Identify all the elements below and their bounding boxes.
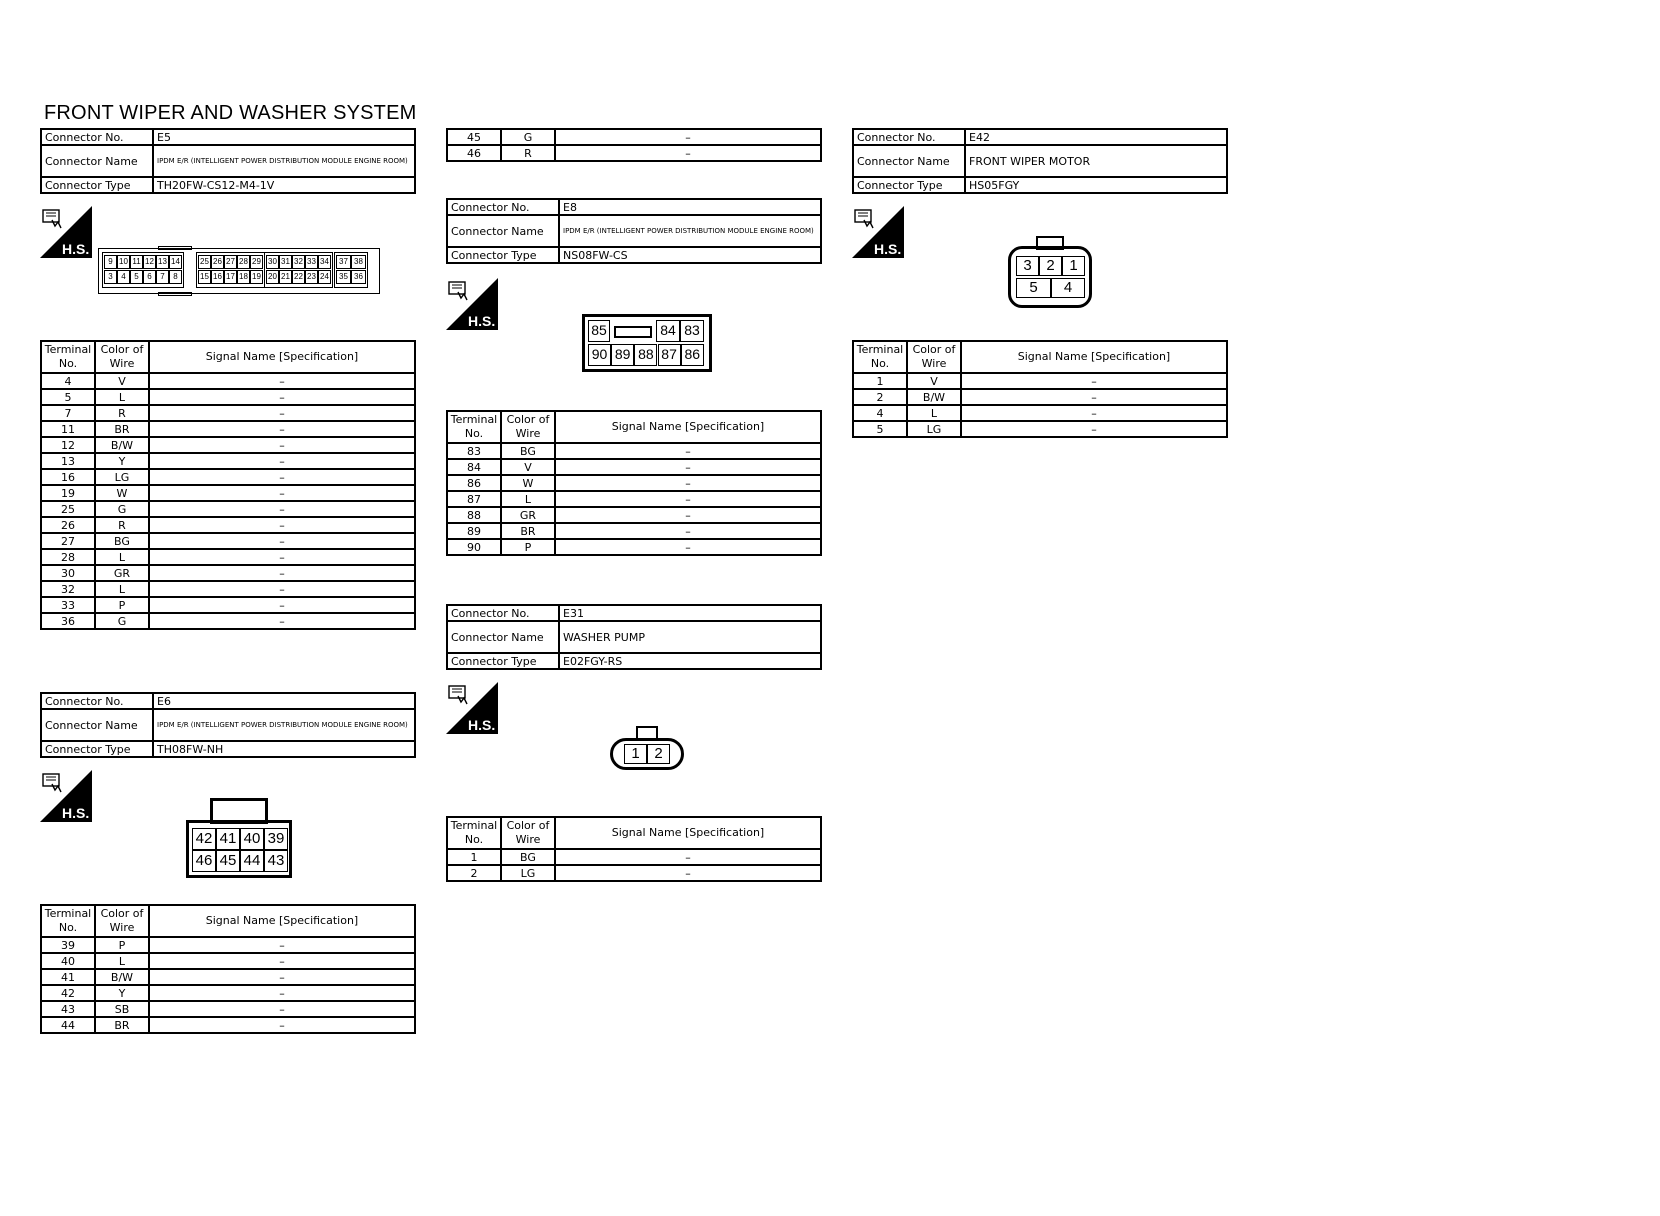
table-row <box>447 491 821 507</box>
signal-name: – <box>555 491 821 507</box>
connector-pin: 83 <box>680 320 704 342</box>
connector-pin: 2 <box>1039 256 1062 276</box>
signal-name: – <box>149 421 415 437</box>
wire-color: BR <box>95 421 149 437</box>
table-row <box>447 523 821 539</box>
signal-header: Signal Name [Specification] <box>149 905 415 937</box>
terminal-no: 41 <box>41 969 95 985</box>
color-header: Color of Wire <box>907 341 961 373</box>
terminal-no: 5 <box>41 389 95 405</box>
connector-type: TH08FW-NH <box>153 741 415 757</box>
connector-pin: 28 <box>237 255 250 269</box>
wire-color: BG <box>95 533 149 549</box>
label: Connector No. <box>447 605 559 621</box>
wire-color: G <box>95 501 149 517</box>
connector-pin: 3 <box>1016 256 1039 276</box>
signal-name: – <box>149 501 415 517</box>
connector-housing <box>614 326 652 338</box>
connector-pin: 22 <box>292 270 305 284</box>
signal-name: – <box>149 485 415 501</box>
terminal-no-header: Terminal No. <box>447 411 501 443</box>
wire-color: R <box>95 405 149 421</box>
wire-color: L <box>95 953 149 969</box>
connector-pin: 87 <box>658 344 681 366</box>
signal-name: – <box>149 389 415 405</box>
label: Connector Type <box>853 177 965 193</box>
connector-pin: 20 <box>266 270 279 284</box>
terminal-no: 83 <box>447 443 501 459</box>
signal-name: – <box>149 1001 415 1017</box>
signal-name: – <box>149 969 415 985</box>
connector-name: IPDM E/R (INTELLIGENT POWER DISTRIBUTION MODULE ENGINE ROOM) <box>153 709 415 741</box>
connector-pin: 36 <box>351 270 366 284</box>
table-row <box>853 421 1227 437</box>
terminal-no: 2 <box>853 389 907 405</box>
label: Connector Name <box>41 145 153 177</box>
color-header: Color of Wire <box>95 341 149 373</box>
terminal-no-header: Terminal No. <box>41 905 95 937</box>
e6-signal-table <box>40 904 416 1034</box>
connector-pin: 4 <box>117 270 130 284</box>
connector-pin: 44 <box>240 850 264 872</box>
table-row <box>447 459 821 475</box>
connector-housing <box>210 798 268 824</box>
connector-pin: 39 <box>264 828 288 850</box>
connector-no: E5 <box>153 129 415 145</box>
terminal-no: 36 <box>41 613 95 629</box>
terminal-no: 28 <box>41 549 95 565</box>
connector-pin: 7 <box>156 270 169 284</box>
terminal-no: 89 <box>447 523 501 539</box>
e42-connector-diagram <box>1008 236 1092 308</box>
table-row <box>447 539 821 555</box>
connector-pin: 38 <box>351 255 366 269</box>
svg-text:H.S.: H.S. <box>62 805 90 821</box>
wire-color: V <box>95 373 149 389</box>
connector-pin: 1 <box>1062 256 1085 276</box>
connector-pin: 3 <box>104 270 117 284</box>
terminal-no-header: Terminal No. <box>447 817 501 849</box>
table-row <box>41 437 415 453</box>
e31-connector-diagram <box>610 724 684 770</box>
connector-no: E42 <box>965 129 1227 145</box>
table-row <box>41 1017 415 1033</box>
label: Connector Name <box>853 145 965 177</box>
harness-side-icon <box>446 278 498 330</box>
terminal-no: 90 <box>447 539 501 555</box>
table-row <box>447 145 821 161</box>
table-row <box>853 389 1227 405</box>
signal-name: – <box>149 517 415 533</box>
connector-pin: 23 <box>305 270 318 284</box>
connector-housing <box>158 292 192 296</box>
page-title: FRONT WIPER AND WASHER SYSTEM <box>44 102 417 124</box>
connector-type: NS08FW-CS <box>559 247 821 263</box>
table-row <box>447 865 821 881</box>
wire-color: B/W <box>95 969 149 985</box>
signal-name: – <box>149 453 415 469</box>
connector-pin: 5 <box>1016 278 1051 298</box>
connector-pin: 12 <box>143 255 156 269</box>
wire-color: P <box>501 539 555 555</box>
signal-name: – <box>149 597 415 613</box>
signal-name: – <box>149 937 415 953</box>
terminal-no: 46 <box>447 145 501 161</box>
signal-name: – <box>555 523 821 539</box>
wire-color: L <box>95 549 149 565</box>
connector-no: E6 <box>153 693 415 709</box>
terminal-no: 45 <box>447 129 501 145</box>
signal-name: – <box>555 129 821 145</box>
connector-pin: 45 <box>216 850 240 872</box>
wire-color: SB <box>95 1001 149 1017</box>
connector-pin: 90 <box>588 344 611 366</box>
label: Connector Type <box>447 247 559 263</box>
connector-pin: 15 <box>198 270 211 284</box>
connector-type: HS05FGY <box>965 177 1227 193</box>
terminal-no: 16 <box>41 469 95 485</box>
terminal-no: 43 <box>41 1001 95 1017</box>
terminal-no: 5 <box>853 421 907 437</box>
connector-pin: 2 <box>647 744 670 764</box>
color-header: Color of Wire <box>501 817 555 849</box>
connector-pin: 13 <box>156 255 169 269</box>
connector-housing <box>636 726 658 740</box>
table-row <box>41 469 415 485</box>
e6-connector-info <box>40 692 416 758</box>
table-row <box>41 613 415 629</box>
connector-pin: 5 <box>130 270 143 284</box>
connector-no: E8 <box>559 199 821 215</box>
wire-color: P <box>95 597 149 613</box>
connector-pin: 35 <box>336 270 351 284</box>
table-row <box>447 475 821 491</box>
signal-name: – <box>149 613 415 629</box>
svg-text:H.S.: H.S. <box>62 241 90 257</box>
terminal-no: 32 <box>41 581 95 597</box>
signal-name: – <box>555 443 821 459</box>
signal-name: – <box>149 1017 415 1033</box>
wire-color: B/W <box>95 437 149 453</box>
wire-color: L <box>95 581 149 597</box>
svg-text:H.S.: H.S. <box>468 717 496 733</box>
connector-name: FRONT WIPER MOTOR <box>965 145 1227 177</box>
e42-signal-table <box>852 340 1228 438</box>
signal-name: – <box>149 953 415 969</box>
signal-name: – <box>555 849 821 865</box>
table-row <box>41 405 415 421</box>
e8-signal-table <box>446 410 822 556</box>
signal-name: – <box>149 373 415 389</box>
svg-text:H.S.: H.S. <box>468 313 496 329</box>
table-row <box>41 969 415 985</box>
table-row <box>41 985 415 1001</box>
terminal-no-header: Terminal No. <box>853 341 907 373</box>
connector-pin: 6 <box>143 270 156 284</box>
connector-pin: 85 <box>588 320 610 342</box>
e31-signal-table <box>446 816 822 882</box>
label: Connector No. <box>41 693 153 709</box>
harness-side-icon <box>40 206 92 258</box>
connector-pin: 34 <box>318 255 331 269</box>
wire-color: B/W <box>907 389 961 405</box>
wire-color: BR <box>501 523 555 539</box>
table-row <box>41 953 415 969</box>
e8-connector-info <box>446 198 822 264</box>
terminal-no: 27 <box>41 533 95 549</box>
signal-name: – <box>961 421 1227 437</box>
table-row <box>447 129 821 145</box>
e5-connector-diagram <box>98 246 380 296</box>
label: Connector No. <box>853 129 965 145</box>
signal-name: – <box>149 549 415 565</box>
connector-pin: 8 <box>169 270 182 284</box>
connector-housing <box>158 246 192 250</box>
wire-color: BR <box>95 1017 149 1033</box>
terminal-no: 42 <box>41 985 95 1001</box>
table-row <box>853 373 1227 389</box>
wire-color: V <box>907 373 961 389</box>
terminal-no: 12 <box>41 437 95 453</box>
svg-text:H.S.: H.S. <box>874 241 902 257</box>
connector-pin: 16 <box>211 270 224 284</box>
connector-pin: 1 <box>624 744 647 764</box>
table-row <box>41 937 415 953</box>
e42-connector-info <box>852 128 1228 194</box>
terminal-no: 19 <box>41 485 95 501</box>
wire-color: GR <box>501 507 555 523</box>
label: Connector No. <box>447 199 559 215</box>
terminal-no: 86 <box>447 475 501 491</box>
wire-color: R <box>95 517 149 533</box>
terminal-no: 7 <box>41 405 95 421</box>
signal-header: Signal Name [Specification] <box>149 341 415 373</box>
connector-pin: 31 <box>279 255 292 269</box>
table-row <box>41 549 415 565</box>
signal-name: – <box>555 459 821 475</box>
connector-pin: 41 <box>216 828 240 850</box>
connector-name: WASHER PUMP <box>559 621 821 653</box>
connector-pin: 29 <box>250 255 263 269</box>
connector-pin: 84 <box>656 320 680 342</box>
terminal-no: 40 <box>41 953 95 969</box>
terminal-no: 88 <box>447 507 501 523</box>
table-row <box>41 373 415 389</box>
e31-connector-info <box>446 604 822 670</box>
harness-side-icon <box>446 682 498 734</box>
terminal-no: 44 <box>41 1017 95 1033</box>
signal-name: – <box>149 565 415 581</box>
signal-name: – <box>961 389 1227 405</box>
table-row <box>41 501 415 517</box>
connector-pin: 32 <box>292 255 305 269</box>
label: Connector Type <box>41 741 153 757</box>
terminal-no: 33 <box>41 597 95 613</box>
e6-connector-diagram <box>186 796 292 878</box>
connector-housing <box>1036 236 1064 250</box>
label: Connector No. <box>41 129 153 145</box>
connector-pin: 26 <box>211 255 224 269</box>
signal-name: – <box>149 469 415 485</box>
e5-signal-table <box>40 340 416 630</box>
signal-name: – <box>555 507 821 523</box>
connector-pin: 40 <box>240 828 264 850</box>
table-row <box>41 389 415 405</box>
wire-color: L <box>907 405 961 421</box>
signal-name: – <box>149 405 415 421</box>
connector-pin: 18 <box>237 270 250 284</box>
terminal-no: 4 <box>853 405 907 421</box>
signal-name: – <box>149 985 415 1001</box>
wire-color: BG <box>501 849 555 865</box>
terminal-no-header: Terminal No. <box>41 341 95 373</box>
signal-header: Signal Name [Specification] <box>961 341 1227 373</box>
color-header: Color of Wire <box>95 905 149 937</box>
signal-name: – <box>149 437 415 453</box>
table-row <box>853 405 1227 421</box>
terminal-no: 39 <box>41 937 95 953</box>
signal-name: – <box>555 865 821 881</box>
connector-pin: 24 <box>318 270 331 284</box>
terminal-no: 4 <box>41 373 95 389</box>
connector-name: IPDM E/R (INTELLIGENT POWER DISTRIBUTION MODULE ENGINE ROOM) <box>153 145 415 177</box>
signal-name: – <box>961 405 1227 421</box>
table-row <box>41 517 415 533</box>
label: Connector Type <box>41 177 153 193</box>
wire-color: G <box>95 613 149 629</box>
wire-color: GR <box>95 565 149 581</box>
connector-pin: 42 <box>192 828 216 850</box>
label: Connector Name <box>447 215 559 247</box>
signal-header: Signal Name [Specification] <box>555 411 821 443</box>
terminal-no: 11 <box>41 421 95 437</box>
terminal-no: 25 <box>41 501 95 517</box>
table-row <box>41 581 415 597</box>
connector-pin: 33 <box>305 255 318 269</box>
label: Connector Name <box>41 709 153 741</box>
e5-signal-table-continued <box>446 128 822 162</box>
terminal-no: 30 <box>41 565 95 581</box>
table-row <box>41 597 415 613</box>
terminal-no: 1 <box>447 849 501 865</box>
connector-pin: 88 <box>634 344 657 366</box>
terminal-no: 26 <box>41 517 95 533</box>
connector-pin: 21 <box>279 270 292 284</box>
connector-pin: 43 <box>264 850 288 872</box>
wire-color: W <box>95 485 149 501</box>
wire-color: LG <box>501 865 555 881</box>
signal-name: – <box>149 533 415 549</box>
signal-name: – <box>149 581 415 597</box>
wire-color: P <box>95 937 149 953</box>
table-row <box>41 1001 415 1017</box>
wire-color: R <box>501 145 555 161</box>
table-row <box>41 485 415 501</box>
e8-connector-diagram <box>582 314 712 372</box>
table-row <box>447 507 821 523</box>
connector-type: E02FGY-RS <box>559 653 821 669</box>
terminal-no: 84 <box>447 459 501 475</box>
connector-pin: 46 <box>192 850 216 872</box>
wire-color: Y <box>95 453 149 469</box>
connector-pin: 10 <box>117 255 130 269</box>
wire-color: LG <box>95 469 149 485</box>
connector-no: E31 <box>559 605 821 621</box>
connector-pin: 9 <box>104 255 117 269</box>
color-header: Color of Wire <box>501 411 555 443</box>
table-row <box>41 565 415 581</box>
terminal-no: 2 <box>447 865 501 881</box>
wire-color: L <box>501 491 555 507</box>
connector-pin: 19 <box>250 270 263 284</box>
table-row <box>447 849 821 865</box>
wire-color: LG <box>907 421 961 437</box>
wire-color: BG <box>501 443 555 459</box>
signal-name: – <box>555 539 821 555</box>
signal-name: – <box>555 475 821 491</box>
wire-color: Y <box>95 985 149 1001</box>
harness-side-icon <box>40 770 92 822</box>
signal-header: Signal Name [Specification] <box>555 817 821 849</box>
wire-color: W <box>501 475 555 491</box>
wire-color: V <box>501 459 555 475</box>
wire-color: L <box>95 389 149 405</box>
connector-name: IPDM E/R (INTELLIGENT POWER DISTRIBUTION MODULE ENGINE ROOM) <box>559 215 821 247</box>
e5-connector-info <box>40 128 416 194</box>
connector-pin: 17 <box>224 270 237 284</box>
connector-pin: 14 <box>169 255 182 269</box>
connector-pin: 11 <box>130 255 143 269</box>
label: Connector Name <box>447 621 559 653</box>
signal-name: – <box>961 373 1227 389</box>
table-row <box>447 443 821 459</box>
connector-pin: 27 <box>224 255 237 269</box>
connector-pin: 86 <box>681 344 704 366</box>
table-row <box>41 453 415 469</box>
terminal-no: 87 <box>447 491 501 507</box>
table-row <box>41 533 415 549</box>
terminal-no: 1 <box>853 373 907 389</box>
connector-pin: 4 <box>1051 278 1085 298</box>
harness-side-icon <box>852 206 904 258</box>
label: Connector Type <box>447 653 559 669</box>
connector-pin: 25 <box>198 255 211 269</box>
terminal-no: 13 <box>41 453 95 469</box>
connector-pin: 89 <box>611 344 634 366</box>
connector-pin: 37 <box>336 255 351 269</box>
connector-pin: 30 <box>266 255 279 269</box>
wire-color: G <box>501 129 555 145</box>
table-row <box>41 421 415 437</box>
signal-name: – <box>555 145 821 161</box>
connector-type: TH20FW-CS12-M4-1V <box>153 177 415 193</box>
